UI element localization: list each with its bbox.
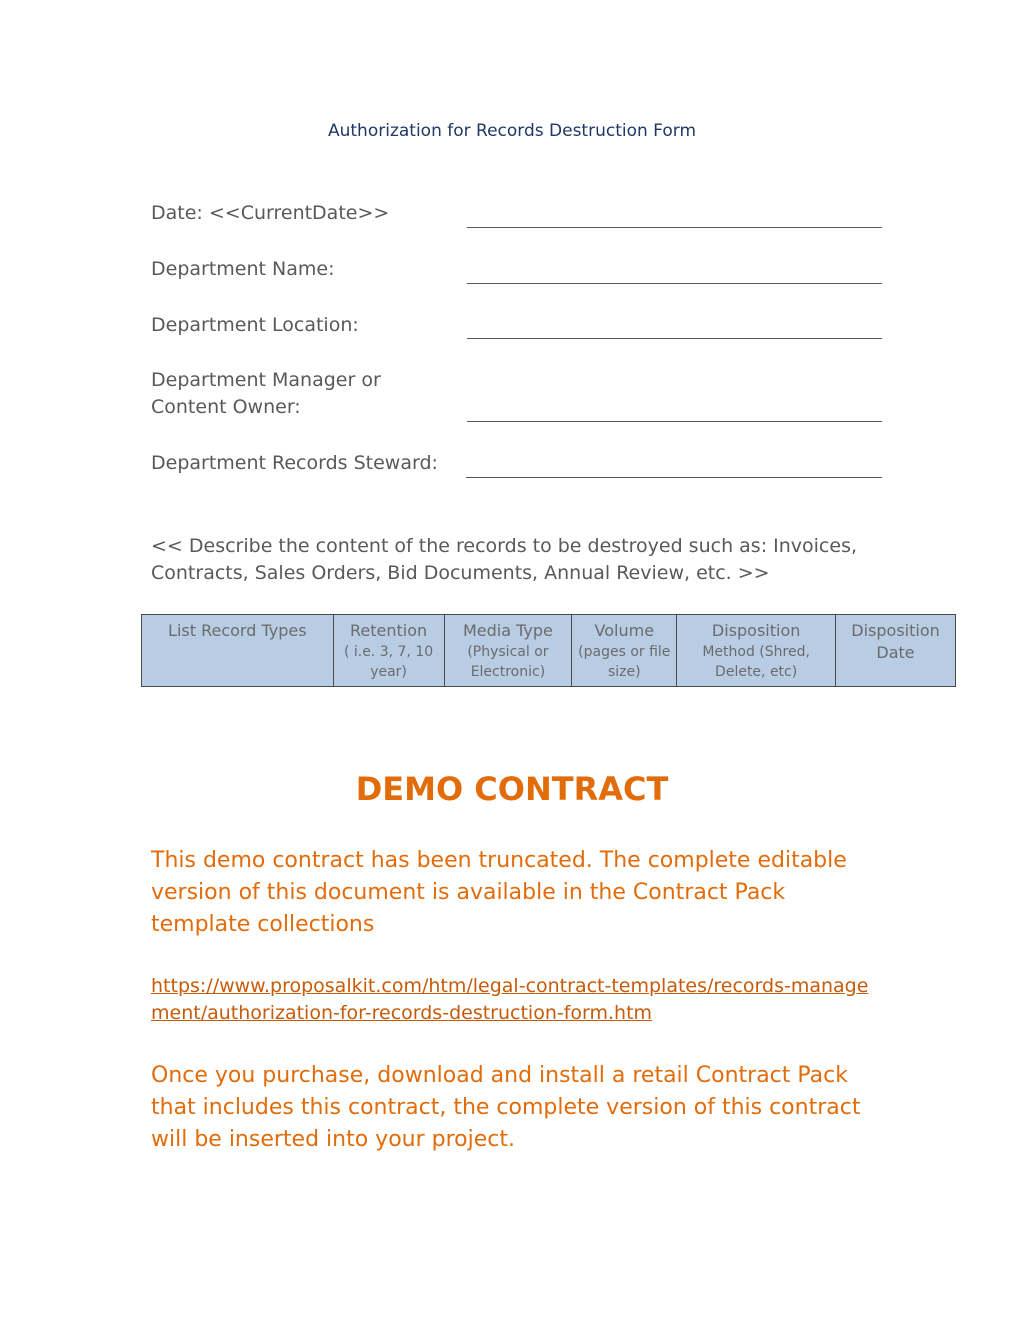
column-subtitle: (pages or file size) [578, 644, 671, 680]
column-header-record-types [142, 615, 334, 687]
demo-truncated-notice: This demo contract has been truncated. The complete editable version of this document is available in the Contract Pack template collections [151, 848, 847, 937]
contract-template-link[interactable]: https://www.proposalkit.com/htm/legal-contract-templates/records-management/authorization-for-records-destruction-form.htm [151, 975, 869, 1024]
field-line-department-name[interactable] [467, 283, 882, 284]
field-label-records-steward: Department Records Steward: [151, 452, 438, 474]
column-title: List Record Types [168, 621, 307, 640]
field-line-department-location[interactable] [467, 338, 882, 339]
column-title: Disposition Date [851, 621, 940, 662]
column-header-media-type [444, 615, 572, 687]
column-header-retention [333, 615, 444, 687]
column-title: Media Type [462, 621, 553, 640]
demo-purchase-notice: Once you purchase, download and install a retail Contract Pack that includes this contract, the complete version of this contract will be inserted into your project. [151, 1063, 861, 1152]
column-title: Disposition [711, 621, 801, 640]
column-subtitle: ( i.e. 3, 7, 10 year) [343, 644, 434, 680]
column-header-volume [572, 615, 677, 687]
field-label-date: Date: <<CurrentDate>> [151, 202, 390, 224]
column-subtitle: (Physical or Electronic) [467, 644, 549, 680]
demo-contract-heading: DEMO CONTRACT [355, 770, 669, 808]
column-header-disposition-method [677, 615, 836, 687]
column-title: Volume [594, 621, 655, 640]
column-title: Retention [349, 621, 428, 640]
field-line-date[interactable] [467, 227, 882, 228]
field-line-department-manager[interactable] [467, 421, 882, 422]
records-description-instruction: << Describe the content of the records to be destroyed such as: Invoices, Contracts, Sales Orders, Bid Documents, Annual Review, etc. >> [151, 535, 858, 584]
field-line-records-steward[interactable] [466, 477, 882, 478]
field-label-department-name: Department Name: [151, 258, 335, 280]
column-header-disposition-date [836, 615, 956, 687]
records-table [141, 614, 956, 687]
field-label-department-manager: Department Manager or Content Owner: [151, 369, 381, 418]
field-label-department-location: Department Location: [151, 314, 359, 336]
column-subtitle: Method (Shred, Delete, etc) [702, 644, 810, 680]
table-header-row [142, 615, 956, 687]
document-title: Authorization for Records Destruction Form [327, 121, 696, 141]
